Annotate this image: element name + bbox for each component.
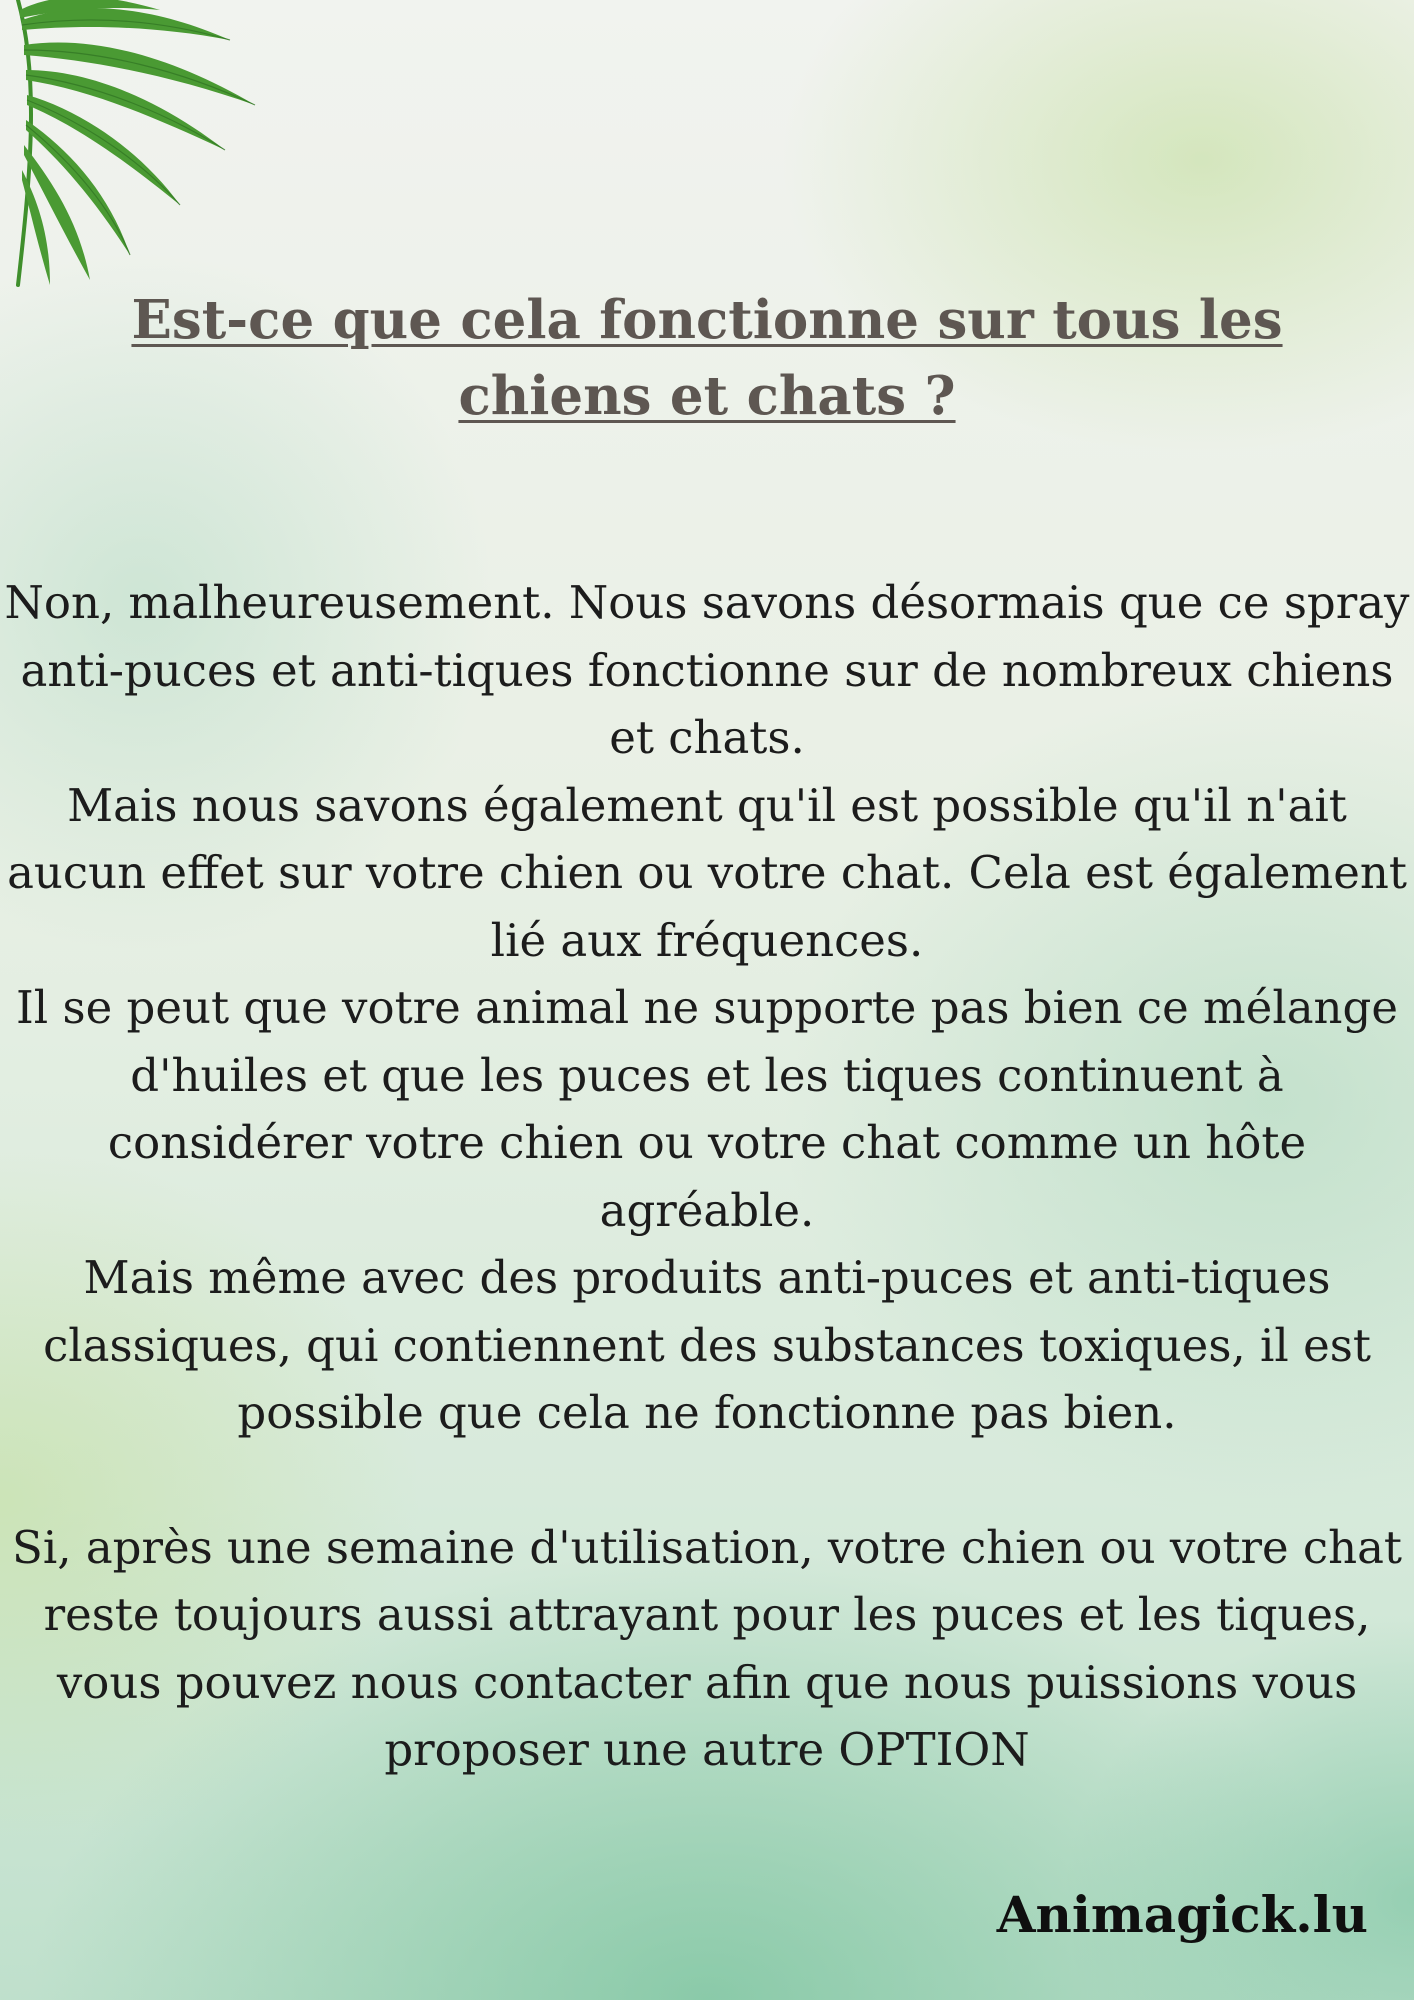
page-title: Est-ce que cela fonctionne sur tous les chiens et chats ? <box>131 289 1283 427</box>
paragraph-5: Si, après une semaine d'utilisation, votre chien ou votre chat reste toujours aussi attrayant pour les puces et les tiques, vous pouvez nous contacter afin que nous puissions vous proposer une autre OPTION <box>12 1520 1402 1776</box>
paragraph-3: Il se peut que votre animal ne supporte pas bien ce mélange d'huiles et que les puces et les tiques continuent à considérer votre chien ou votre chat comme un hôte agréable. <box>16 981 1398 1237</box>
body-text <box>4 569 1410 1784</box>
paragraph-1: Non, malheureusement. Nous savons désormais que ce spray anti-puces et anti-tiques fonctionne sur de nombreux chiens et chats. <box>4 576 1410 764</box>
palm-leaf-icon <box>0 0 270 290</box>
brand-signature: Animagick.lu <box>996 1885 1368 1944</box>
paragraph-2: Mais nous savons également qu'il est possible qu'il n'ait aucun effet sur votre chien ou votre chat. Cela est également lié aux fréquences. <box>7 778 1407 967</box>
paragraph-spacer <box>4 1447 1410 1514</box>
paragraph-4: Mais même avec des produits anti-puces et anti-tiques classiques, qui contiennent des substances toxiques, il est possible que cela ne fonctionne pas bien. <box>43 1251 1371 1439</box>
